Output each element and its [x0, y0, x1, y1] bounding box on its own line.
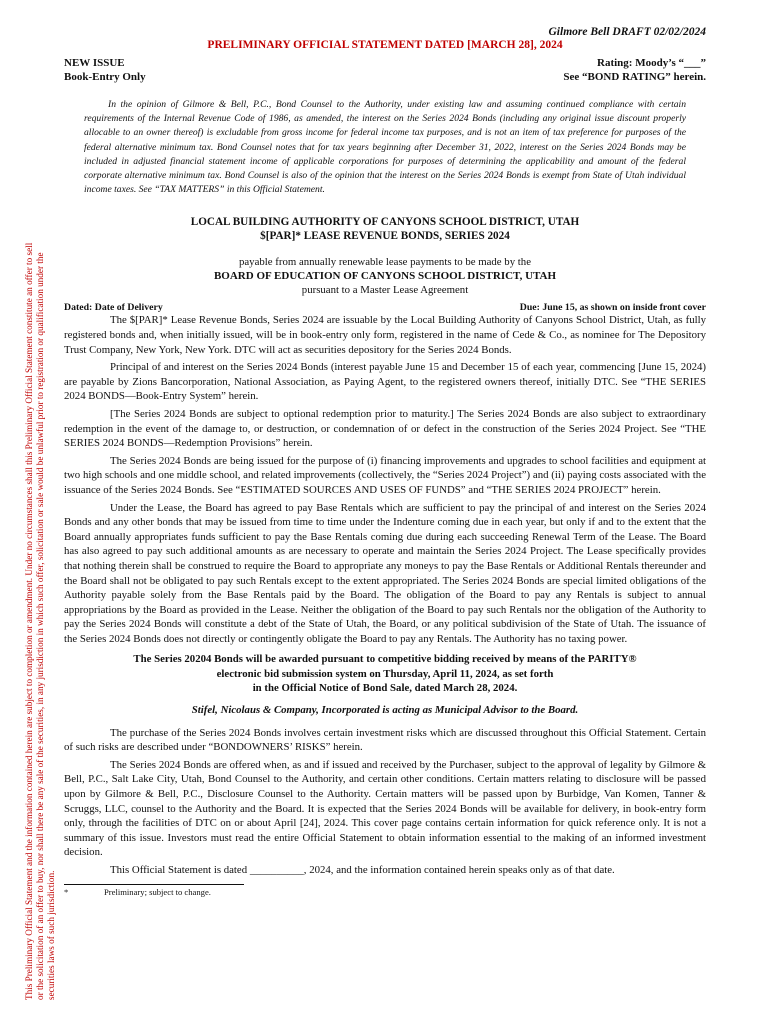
rating-label: Rating: Moody’s “___”: [597, 57, 706, 69]
body-paragraphs: [64, 313, 706, 646]
footnote-rule: [64, 884, 244, 885]
bidding-line-2: electronic bid submission system on Thursday, April 11, 2024, as set forth: [216, 667, 554, 680]
pursuant-line: pursuant to a Master Lease Agreement: [301, 284, 469, 297]
side-disclaimer-line-1: This Preliminary Official Statement and the information contained herein are subject to completion or amendment. Under no circumstances shall this Preliminary Official Statement constitute an offer to sell: [24, 242, 34, 1000]
paragraph: This Official Statement is dated __________, 2024, and the information contained herein speaks only as of that date.: [110, 864, 615, 877]
footnote-text: Preliminary; subject to change.: [104, 886, 211, 897]
tax-opinion: In the opinion of Gilmore & Bell, P.C., Bond Counsel to the Authority, under existing law and assuming continued compliance with certain requirements of the Internal Revenue Code of 1986, as amended, the interest on the Series 2024 Bonds (including any original issue discount properly allocable to an owner thereof) is excludable from gross income for federal income tax purposes, and is not an item of tax preference for purposes of the federal alternative minimum tax. Bond Counsel notes that for tax years beginning after December 31, 2022, interest on the Series 2024 Bonds may be included in adjusted financial statement income of applicable corporations for purposes of determining the applicability and amount of the federal corporate alternative minimum tax. Bond Counsel is also of the opinion that the interest on the Series 2024 Bonds is exempt from State of Utah individual income taxes. See “TAX MATTERS” in this Official Statement.: [84, 99, 686, 196]
paragraph: The Series 2024 Bonds are being issued for the purpose of (i) financing improvements and upgrades to school facilities and equipment at two high schools and one middle school, and related improvements (collectively, the “Series 2024 Project”) and (ii) paying costs associated with the issuance of the Series 2024 Bonds. See “ESTIMATED SOURCES AND USES OF FUNDS” and “THE SERIES 2024 PROJECT” herein.: [64, 454, 706, 496]
document-page: [64, 26, 706, 897]
book-entry-label: Book-Entry Only: [64, 71, 146, 83]
paragraph: Principal of and interest on the Series 2024 Bonds (interest payable June 15 and December 15 of each year, commencing [June 15, 2024) are payable by Zions Bancorporation, National Association, as Paying Agent, to the registered owners thereof, initially DTC. See “THE SERIES 2024 BONDS—Book-Entry System” herein.: [64, 361, 706, 403]
footnote: [64, 887, 706, 897]
paragraph: The $[PAR]* Lease Revenue Bonds, Series 2024 are issuable by the Local Building Authority of Canyons School District, Utah, as fully registered bonds and, when initially issued, will be in book-entry only form, registered in the name of Cede & Co., as nominee for The Depository Trust Company, New York, New York. DTC will act as securities depository for the Series 2024 Bonds.: [64, 314, 706, 356]
side-disclaimer-text: [24, 0, 57, 1000]
paragraph: Under the Lease, the Board has agreed to pay Base Rentals which are sufficient to pay the principal of and interest on the Series 2024 Bonds and any other bonds that may be issued from time to time under the Indenture coming due in each year, but only if and to the extent that the Board annually appropriates funds sufficient to pay the Base Rentals coming due during each succeeding Renewal Term of the Lease. The Board has also agreed to pay such additional amounts as are necessary to operate and maintain the Series 2024 Project. The Lease specifically provides that nothing therein shall be construed to require the Board to appropriate any moneys to pay the Base Rentals or Additional Rentals thereunder and the Board shall not be obligated to pay such Rentals except to the extent appropriated. The Series 2024 Bonds are special limited obligations of the Authority payable solely from the Base Rentals paid by the Board. The obligation of the Board to pay any Rentals is subject to annual appropriations by the Board as provided in the Lease. Neither the obligation of the Board to pay such Rentals nor the obligation of the Authority to pay the Series 2024 Bonds will constitute a debt of the State of Utah, the Board, or any political subdivision of the State of Utah. The issuance of the Series 2024 Bonds does not directly or contingently obligate the Board to pay any Rentals. The Authority has no taxing power.: [64, 501, 706, 645]
bidding-line-1: The Series 20204 Bonds will be awarded pursuant to competitive bidding received by means of the PARITY®: [133, 653, 637, 666]
bidding-line-3: in the Official Notice of Bond Sale, dated March 28, 2024.: [252, 682, 518, 695]
board-title: BOARD OF EDUCATION OF CANYONS SCHOOL DISTRICT, UTAH: [213, 270, 557, 283]
issue-rating-row-2: [64, 70, 706, 84]
side-disclaimer-line-3: securities laws of such jurisdiction.: [46, 870, 56, 1000]
issue-rating-row-1: [64, 56, 706, 70]
new-issue-label: NEW ISSUE: [64, 57, 125, 69]
title-block: [64, 215, 706, 243]
footnote-mark: *: [64, 886, 69, 897]
paragraph: The Series 2024 Bonds are offered when, as and if issued and received by the Purchaser, subject to the approval of legality by Gilmore & Bell, P.C., Salt Lake City, Utah, Bond Counsel to the Authority, and certain other conditions. Certain matters relating to disclosure will be passed upon by Gilmore & Bell, P.C., Disclosure Counsel to the Authority. Certain matters will be passed upon by Burbidge, Van Komen, Tanner & Scruggs, LLC, counsel to the Authority and the Board. It is expected that the Series 2024 Bonds will be available for delivery, in book-entry form only, through the facilities of DTC on or about April [24], 2024. This cover page contains certain information for quick reference only. It is not a summary of this issue. Investors must read the entire Official Statement to obtain information essential to the making of an informed investment decision.: [64, 758, 706, 859]
paragraph: [The Series 2024 Bonds are subject to optional redemption prior to maturity.] The Series 2024 Bonds are also subject to extraordinary redemption in the event of the damage to, or destruction, or condemnation of or defect in the construction of the Series 2024 Project. See “THE SERIES 2024 BONDS—Redemption Provisions” herein.: [64, 407, 706, 450]
dated-label: Dated: Date of Delivery: [64, 302, 163, 314]
bond-title: $[PAR]* LEASE REVENUE BONDS, SERIES 2024: [260, 230, 510, 243]
bidding-notice: [64, 652, 706, 695]
preliminary-heading: PRELIMINARY OFFICIAL STATEMENT DATED [MARCH 28], 2024: [207, 39, 563, 51]
municipal-advisor: Stifel, Nicolaus & Company, Incorporated is acting as Municipal Advisor to the Board.: [191, 703, 579, 716]
payable-line: payable from annually renewable lease payments to be made by the: [238, 256, 531, 269]
side-disclaimer: [0, 0, 60, 1000]
rating-reference: See “BOND RATING” herein.: [563, 71, 706, 83]
issuer-title: LOCAL BUILDING AUTHORITY OF CANYONS SCHOOL DISTRICT, UTAH: [190, 216, 580, 229]
due-label: Due: June 15, as shown on inside front cover: [519, 302, 706, 314]
paragraph: The purchase of the Series 2024 Bonds involves certain investment risks which are discussed throughout this Official Statement. Certain of such risks are described under “BONDOWNERS’ RISKS” herein.: [64, 726, 706, 754]
side-disclaimer-line-2: or the solicitation of an offer to buy, nor shall there be any sale of the securities, in any jurisdiction in which such offer, solicitation or sale would be unlawful prior to registration or qualification under the: [35, 252, 45, 1000]
draft-label: Gilmore Bell DRAFT 02/02/2024: [548, 26, 706, 38]
closing-paragraphs: [64, 726, 706, 878]
dated-due-row: [64, 302, 706, 313]
